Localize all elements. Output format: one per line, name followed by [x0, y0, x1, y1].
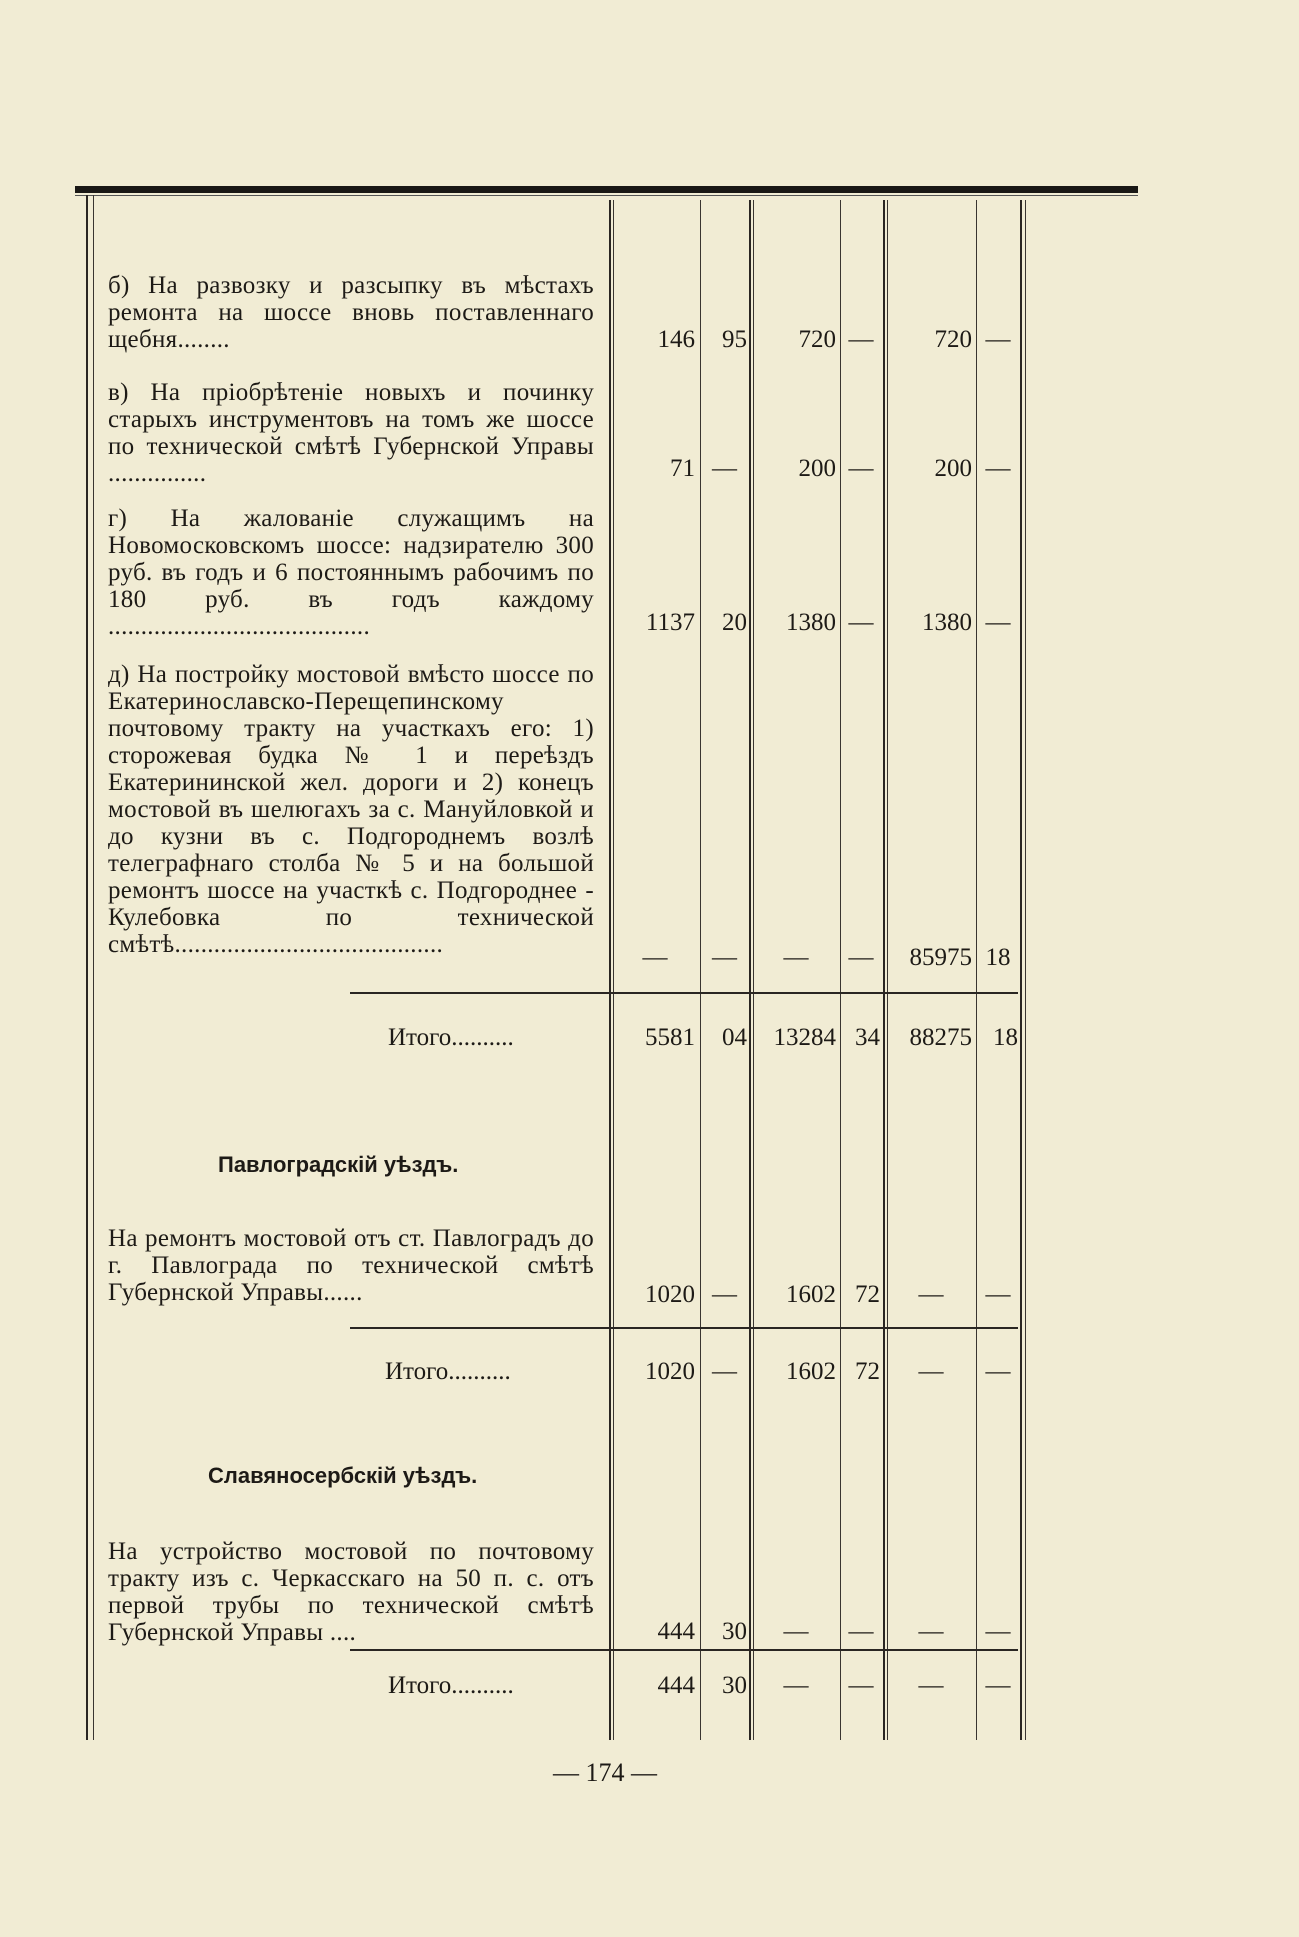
row-g-c1: 1137 [645, 609, 695, 636]
slavyanoserbsk-itogo-c1: 444 [657, 1672, 695, 1699]
left-border [86, 195, 88, 1740]
slavyanoserbsk-itogo-c2k: — [848, 1672, 874, 1699]
row-b-text: б) На развозку и разсыпку въ мѣстахъ ремонта на шоссе вновь поставленнаго щебня........ [108, 272, 594, 353]
row-g-c3: 1380 [922, 609, 972, 636]
row-v-c2: 200 [798, 455, 836, 482]
itogo1-c3k: 18 [993, 1024, 1018, 1051]
slavyanoserbsk-itogo-c2: — [783, 1672, 809, 1699]
left-border-inner [93, 195, 94, 1740]
itogo1-c1: 5581 [645, 1024, 695, 1051]
row-d-text: д) На постройку мостовой вмѣсто шоссе по Екатеринославско-Перещепинскому почтовому тракту на участкахъ его: 1) сторожевая будка № 1 и переѣздъ Екатерининской жел. дороги и 2) конецъ мостовой въ шелюгахъ за с. Мануйловкой и до кузни въ с. Подгороднемъ возлѣ телеграфнаго столба № 5 и на большой ремонтъ шоссе на участкѣ с. Подгороднее - Кулебовка по технической смѣтѣ......................................... [108, 661, 594, 958]
row-v-c2k: — [848, 455, 874, 482]
pavlograd-itogo-c3k: — [985, 1358, 1011, 1385]
row-v-c3k: — [985, 455, 1011, 482]
row-g-c1k: 20 [722, 609, 747, 636]
pavlograd-c3: — [918, 1281, 944, 1308]
slavyanoserbsk-text: На устройство мостовой по почтовому тракту изъ с. Черкасскаго на 50 п. с. отъ первой трубы по технической смѣтѣ Губернской Управы .... [108, 1538, 594, 1646]
slavyanoserbsk-itogo-rule [350, 1649, 1018, 1651]
pavlograd-itogo-c2k: 72 [855, 1358, 880, 1385]
row-d-c2: — [783, 944, 809, 971]
pavlograd-itogo-c1k: — [712, 1358, 737, 1385]
slavyanoserbsk-c2k: — [848, 1618, 874, 1645]
pavlograd-c3k: — [985, 1281, 1011, 1308]
col-divider-1 [700, 200, 701, 1740]
top-rule [75, 186, 1138, 193]
row-d-c1k: — [712, 944, 737, 971]
pavlograd-c2k: 72 [855, 1281, 880, 1308]
row-v-c3: 200 [934, 455, 972, 482]
col-divider-6-inner [1025, 200, 1026, 1740]
row-d-c3: 85975 [909, 944, 972, 971]
row-v-c1: 71 [670, 455, 695, 482]
slavyanoserbsk-itogo-c1k: 30 [722, 1672, 747, 1699]
pavlograd-heading: Павлоградскій уѣздъ. [218, 1152, 459, 1177]
row-b-c2k: — [848, 326, 874, 353]
col-divider-4 [883, 200, 885, 1740]
itogo1-label: Итого.......... [388, 1024, 514, 1051]
itogo1-rule [350, 992, 1018, 994]
row-b-c3k: — [985, 326, 1011, 353]
row-b-c2: 720 [798, 326, 836, 353]
pavlograd-itogo-c2: 1602 [786, 1358, 836, 1385]
col-divider-4-inner [887, 200, 888, 1740]
slavyanoserbsk-heading: Славяносербскій уѣздъ. [208, 1463, 478, 1488]
pavlograd-text: На ремонтъ мостовой отъ ст. Павлоградъ до г. Павлограда по технической смѣтѣ Губернской Управы...... [108, 1225, 594, 1306]
row-g-c2: 1380 [786, 609, 836, 636]
slavyanoserbsk-c3k: — [985, 1618, 1011, 1645]
slavyanoserbsk-itogo-label: Итого.......... [388, 1672, 514, 1699]
pavlograd-itogo-rule [350, 1327, 1018, 1329]
col-divider-2-inner [753, 200, 754, 1740]
row-g-c2k: — [848, 609, 874, 636]
slavyanoserbsk-c1k: 30 [722, 1618, 747, 1645]
row-b-c3: 720 [934, 326, 972, 353]
itogo1-c2: 13284 [773, 1024, 836, 1051]
itogo1-c3: 88275 [909, 1024, 972, 1051]
row-d-c2k: — [848, 944, 874, 971]
slavyanoserbsk-itogo-c3: — [918, 1672, 944, 1699]
col-divider-2 [749, 200, 751, 1740]
pavlograd-c2: 1602 [786, 1281, 836, 1308]
row-d-c1: — [642, 944, 668, 971]
row-b-c1: 146 [657, 326, 695, 353]
col-divider-5 [976, 200, 977, 1740]
col-divider-6 [1020, 200, 1022, 1740]
row-g-c3k: — [985, 609, 1011, 636]
slavyanoserbsk-c3: — [918, 1618, 944, 1645]
col-divider-3 [840, 200, 841, 1740]
slavyanoserbsk-c2: — [783, 1618, 809, 1645]
row-v-text: в) На пріобрѣтеніе новыхъ и починку старыхъ инструментовъ на томъ же шоссе по технической смѣтѣ Губернской Управы ............... [108, 379, 594, 487]
itogo1-c1k: 04 [722, 1024, 747, 1051]
itogo1-c2k: 34 [855, 1024, 880, 1051]
pavlograd-c1k: — [712, 1281, 737, 1308]
row-b-c1k: 95 [722, 326, 747, 353]
slavyanoserbsk-itogo-c3k: — [985, 1672, 1011, 1699]
pavlograd-itogo-c1: 1020 [645, 1358, 695, 1385]
pavlograd-itogo-label: Итого.......... [385, 1358, 511, 1385]
pavlograd-c1: 1020 [645, 1281, 695, 1308]
slavyanoserbsk-c1: 444 [657, 1618, 695, 1645]
top-rule-thin [75, 195, 1138, 196]
row-g-text: г) На жалованіе служащимъ на Новомосковскомъ шоссе: надзирателю 300 руб. въ годъ и 6 постояннымъ рабочимъ по 180 руб. въ годъ каждому ........................................ [108, 505, 594, 640]
row-v-c1k: — [712, 455, 737, 482]
col-divider-text-inner [613, 200, 614, 1740]
page-number: — 174 — [553, 1758, 657, 1787]
row-d-c3k: 18 [985, 944, 1011, 971]
col-divider-text [609, 200, 611, 1740]
pavlograd-itogo-c3: — [918, 1358, 944, 1385]
